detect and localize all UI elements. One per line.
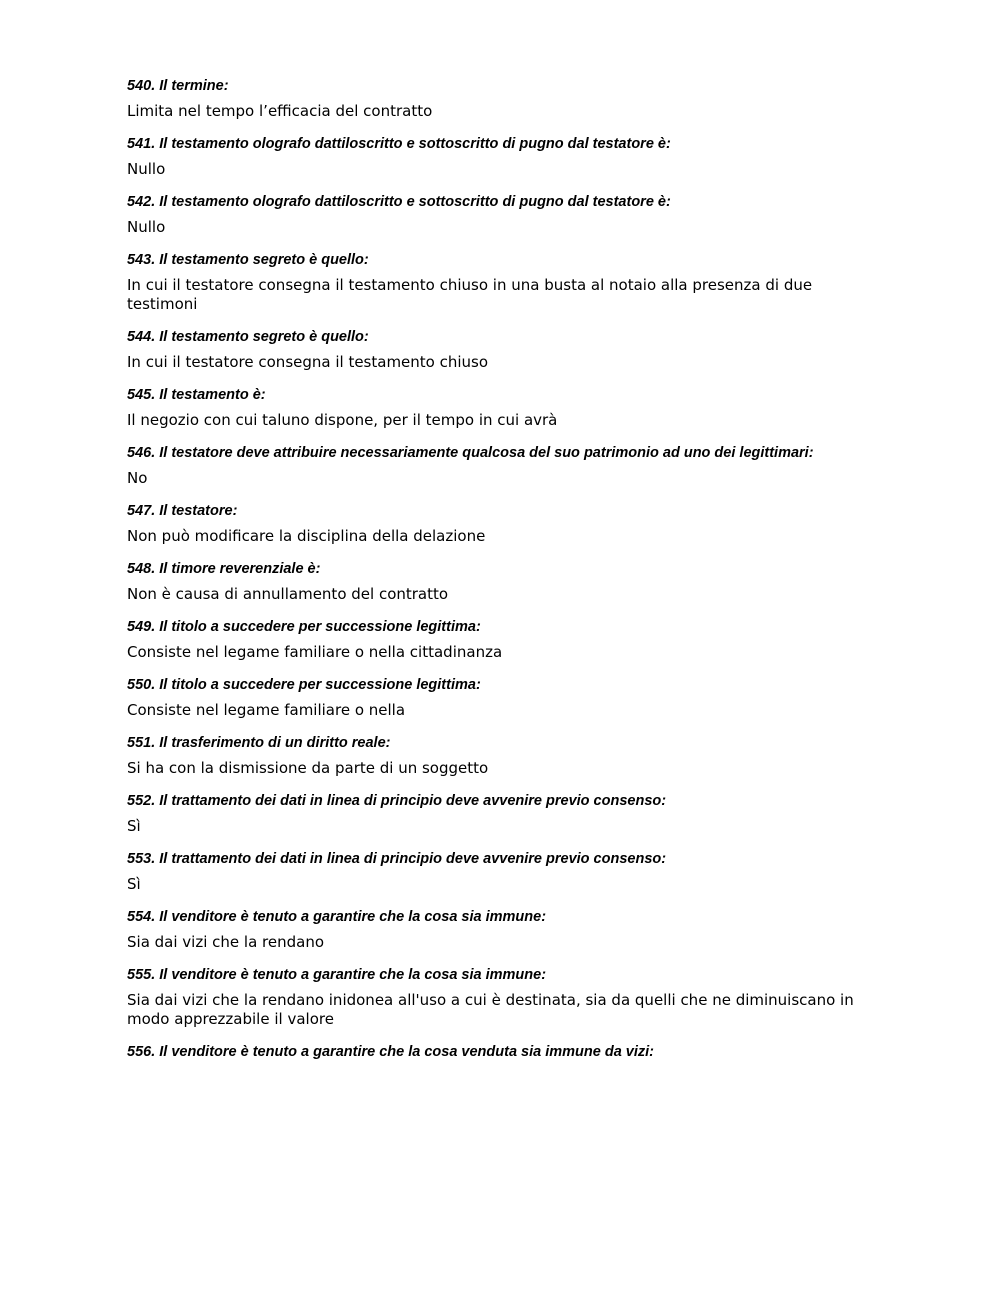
document-page	[127, 76, 927, 1075]
qa-item-556	[127, 1042, 927, 1062]
qa-item-546	[127, 443, 927, 488]
qa-item-542	[127, 192, 927, 237]
answer: Si ha con la dismissione da parte di un soggetto	[127, 759, 489, 777]
qa-item-547	[127, 501, 927, 546]
question: 543. Il testamento segreto è quello:	[127, 252, 369, 268]
qa-item-553	[127, 849, 927, 894]
qa-item-541	[127, 134, 927, 179]
qa-item-550	[127, 675, 927, 720]
answer: Consiste nel legame familiare o nella	[127, 701, 406, 719]
answer: Il negozio con cui taluno dispone, per il tempo in cui avrà	[127, 411, 558, 429]
qa-item-540	[127, 76, 927, 121]
question: 548. Il timore reverenziale è:	[127, 561, 321, 577]
qa-item-551	[127, 733, 927, 778]
question: 547. Il testatore:	[127, 503, 238, 519]
answer: Non può modificare la disciplina della delazione	[127, 527, 486, 545]
question: 552. Il trattamento dei dati in linea di principio deve avvenire previo consenso:	[127, 793, 667, 809]
answer: Limita nel tempo l’efficacia del contratto	[127, 102, 433, 120]
answer: No	[127, 469, 148, 487]
answer: In cui il testatore consegna il testamento chiuso in una busta al notaio alla presenza di due testimoni	[127, 276, 813, 313]
question: 544. Il testamento segreto è quello:	[127, 329, 369, 345]
question: 546. Il testatore deve attribuire necessariamente qualcosa del suo patrimonio ad uno dei legittimari:	[127, 445, 814, 461]
question: 556. Il venditore è tenuto a garantire che la cosa venduta sia immune da vizi:	[127, 1044, 655, 1060]
question: 549. Il titolo a succedere per successione legittima:	[127, 619, 481, 635]
question: 551. Il trasferimento di un diritto reale:	[127, 735, 391, 751]
answer: In cui il testatore consegna il testamento chiuso	[127, 353, 489, 371]
question: 545. Il testamento è:	[127, 387, 266, 403]
question: 540. Il termine:	[127, 78, 229, 94]
answer: Sì	[127, 817, 141, 835]
question: 554. Il venditore è tenuto a garantire che la cosa sia immune:	[127, 909, 547, 925]
question: 553. Il trattamento dei dati in linea di principio deve avvenire previo consenso:	[127, 851, 667, 867]
question: 541. Il testamento olografo dattiloscritto e sottoscritto di pugno dal testatore è:	[127, 136, 671, 152]
answer: Nullo	[127, 218, 166, 236]
question: 542. Il testamento olografo dattiloscritto e sottoscritto di pugno dal testatore è:	[127, 194, 671, 210]
question: 550. Il titolo a succedere per successione legittima:	[127, 677, 481, 693]
qa-item-543	[127, 250, 927, 314]
qa-item-552	[127, 791, 927, 836]
question: 555. Il venditore è tenuto a garantire che la cosa sia immune:	[127, 967, 547, 983]
answer: Sia dai vizi che la rendano	[127, 933, 324, 951]
answer: Sia dai vizi che la rendano inidonea all'uso a cui è destinata, sia da quelli che ne diminuiscano in modo apprezzabile il valore	[127, 991, 854, 1028]
answer: Non è causa di annullamento del contratto	[127, 585, 449, 603]
qa-item-555	[127, 965, 927, 1029]
qa-item-545	[127, 385, 927, 430]
qa-item-544	[127, 327, 927, 372]
qa-item-548	[127, 559, 927, 604]
qa-item-549	[127, 617, 927, 662]
answer: Consiste nel legame familiare o nella cittadinanza	[127, 643, 503, 661]
qa-item-554	[127, 907, 927, 952]
answer: Nullo	[127, 160, 166, 178]
answer: Sì	[127, 875, 141, 893]
